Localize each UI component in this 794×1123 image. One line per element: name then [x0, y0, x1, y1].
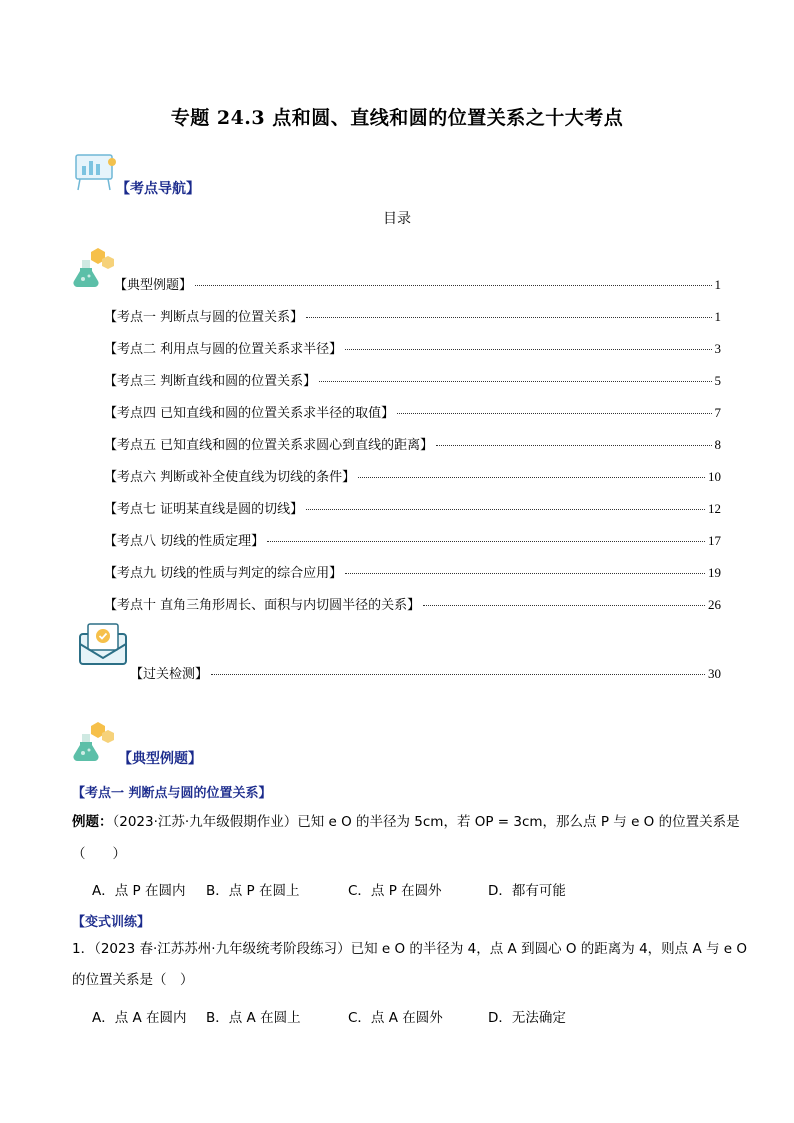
- flask-icon: [72, 246, 116, 288]
- toc-item[interactable]: 【考点一 判断点与圆的位置关系】 1: [104, 309, 721, 325]
- example-question: [72, 816, 740, 830]
- flask-icon: [72, 720, 116, 762]
- toc-item[interactable]: 【考点六 判断或补全使直线为切线的条件】 10: [104, 469, 721, 485]
- option-c[interactable]: C．点 A 在圆外: [348, 1010, 443, 1026]
- practice-line1: 1．（2023 春·江苏苏州·九年级统考阶段练习）已知 e O 的半径为 4，点 A 到圆心 O 的距离为 4，则点 A 与 e O: [72, 941, 747, 957]
- option-d[interactable]: D．都有可能: [488, 883, 566, 899]
- option-b[interactable]: B．点 A 在圆上: [206, 1010, 301, 1026]
- practice-heading: 【变式训练】: [72, 915, 151, 930]
- practice-line2: 的位置关系是（ ）: [72, 972, 194, 988]
- example-prefix: 例题：: [72, 814, 113, 830]
- example-options: [92, 879, 566, 899]
- toc-item[interactable]: 【考点八 切线的性质定理】 17: [104, 533, 721, 549]
- option-b[interactable]: B．点 P 在圆上: [206, 883, 300, 899]
- toc-heading: 目录: [383, 211, 411, 227]
- checked-envelope-icon: [78, 622, 128, 666]
- toc-item[interactable]: 【考点二 利用点与圆的位置关系求半径】 3: [104, 341, 721, 357]
- topic-heading: 【考点一 判断点与圆的位置关系】: [72, 786, 272, 801]
- toc-item[interactable]: 【考点四 已知直线和圆的位置关系求半径的取值】 7: [104, 405, 721, 421]
- option-c[interactable]: C．点 P 在圆外: [348, 883, 442, 899]
- option-a[interactable]: A．点 P 在圆内: [92, 883, 186, 899]
- toc-item[interactable]: 【考点五 已知直线和圆的位置关系求圆心到直线的距离】 8: [104, 437, 721, 453]
- page-title: 专题 24.3 点和圆、直线和圆的位置关系之十大考点: [170, 107, 624, 129]
- example-line2: （ ）: [72, 846, 126, 862]
- toc-item[interactable]: 【考点七 证明某直线是圆的切线】 12: [104, 501, 721, 517]
- example-line1: （2023·江苏·九年级假期作业）已知 e O 的半径为 5cm，若 OP = 3cm，那么点 P 与 e O 的位置关系是: [112, 814, 740, 830]
- toc-item[interactable]: 【典型例题】 1: [114, 277, 721, 293]
- practice-options: [92, 1006, 566, 1026]
- nav-heading: 【考点导航】: [116, 181, 200, 197]
- toc-item[interactable]: 【过关检测】 30: [130, 666, 721, 682]
- presentation-board-icon: [74, 152, 118, 192]
- toc-item[interactable]: 【考点三 判断直线和圆的位置关系】 5: [104, 373, 721, 389]
- toc-item[interactable]: 【考点十 直角三角形周长、面积与内切圆半径的关系】 26: [104, 597, 721, 613]
- option-d[interactable]: D．无法确定: [488, 1010, 566, 1026]
- toc-item[interactable]: 【考点九 切线的性质与判定的综合应用】 19: [104, 565, 721, 581]
- option-a[interactable]: A．点 A 在圆内: [92, 1010, 187, 1026]
- examples-heading: 【典型例题】: [118, 751, 202, 767]
